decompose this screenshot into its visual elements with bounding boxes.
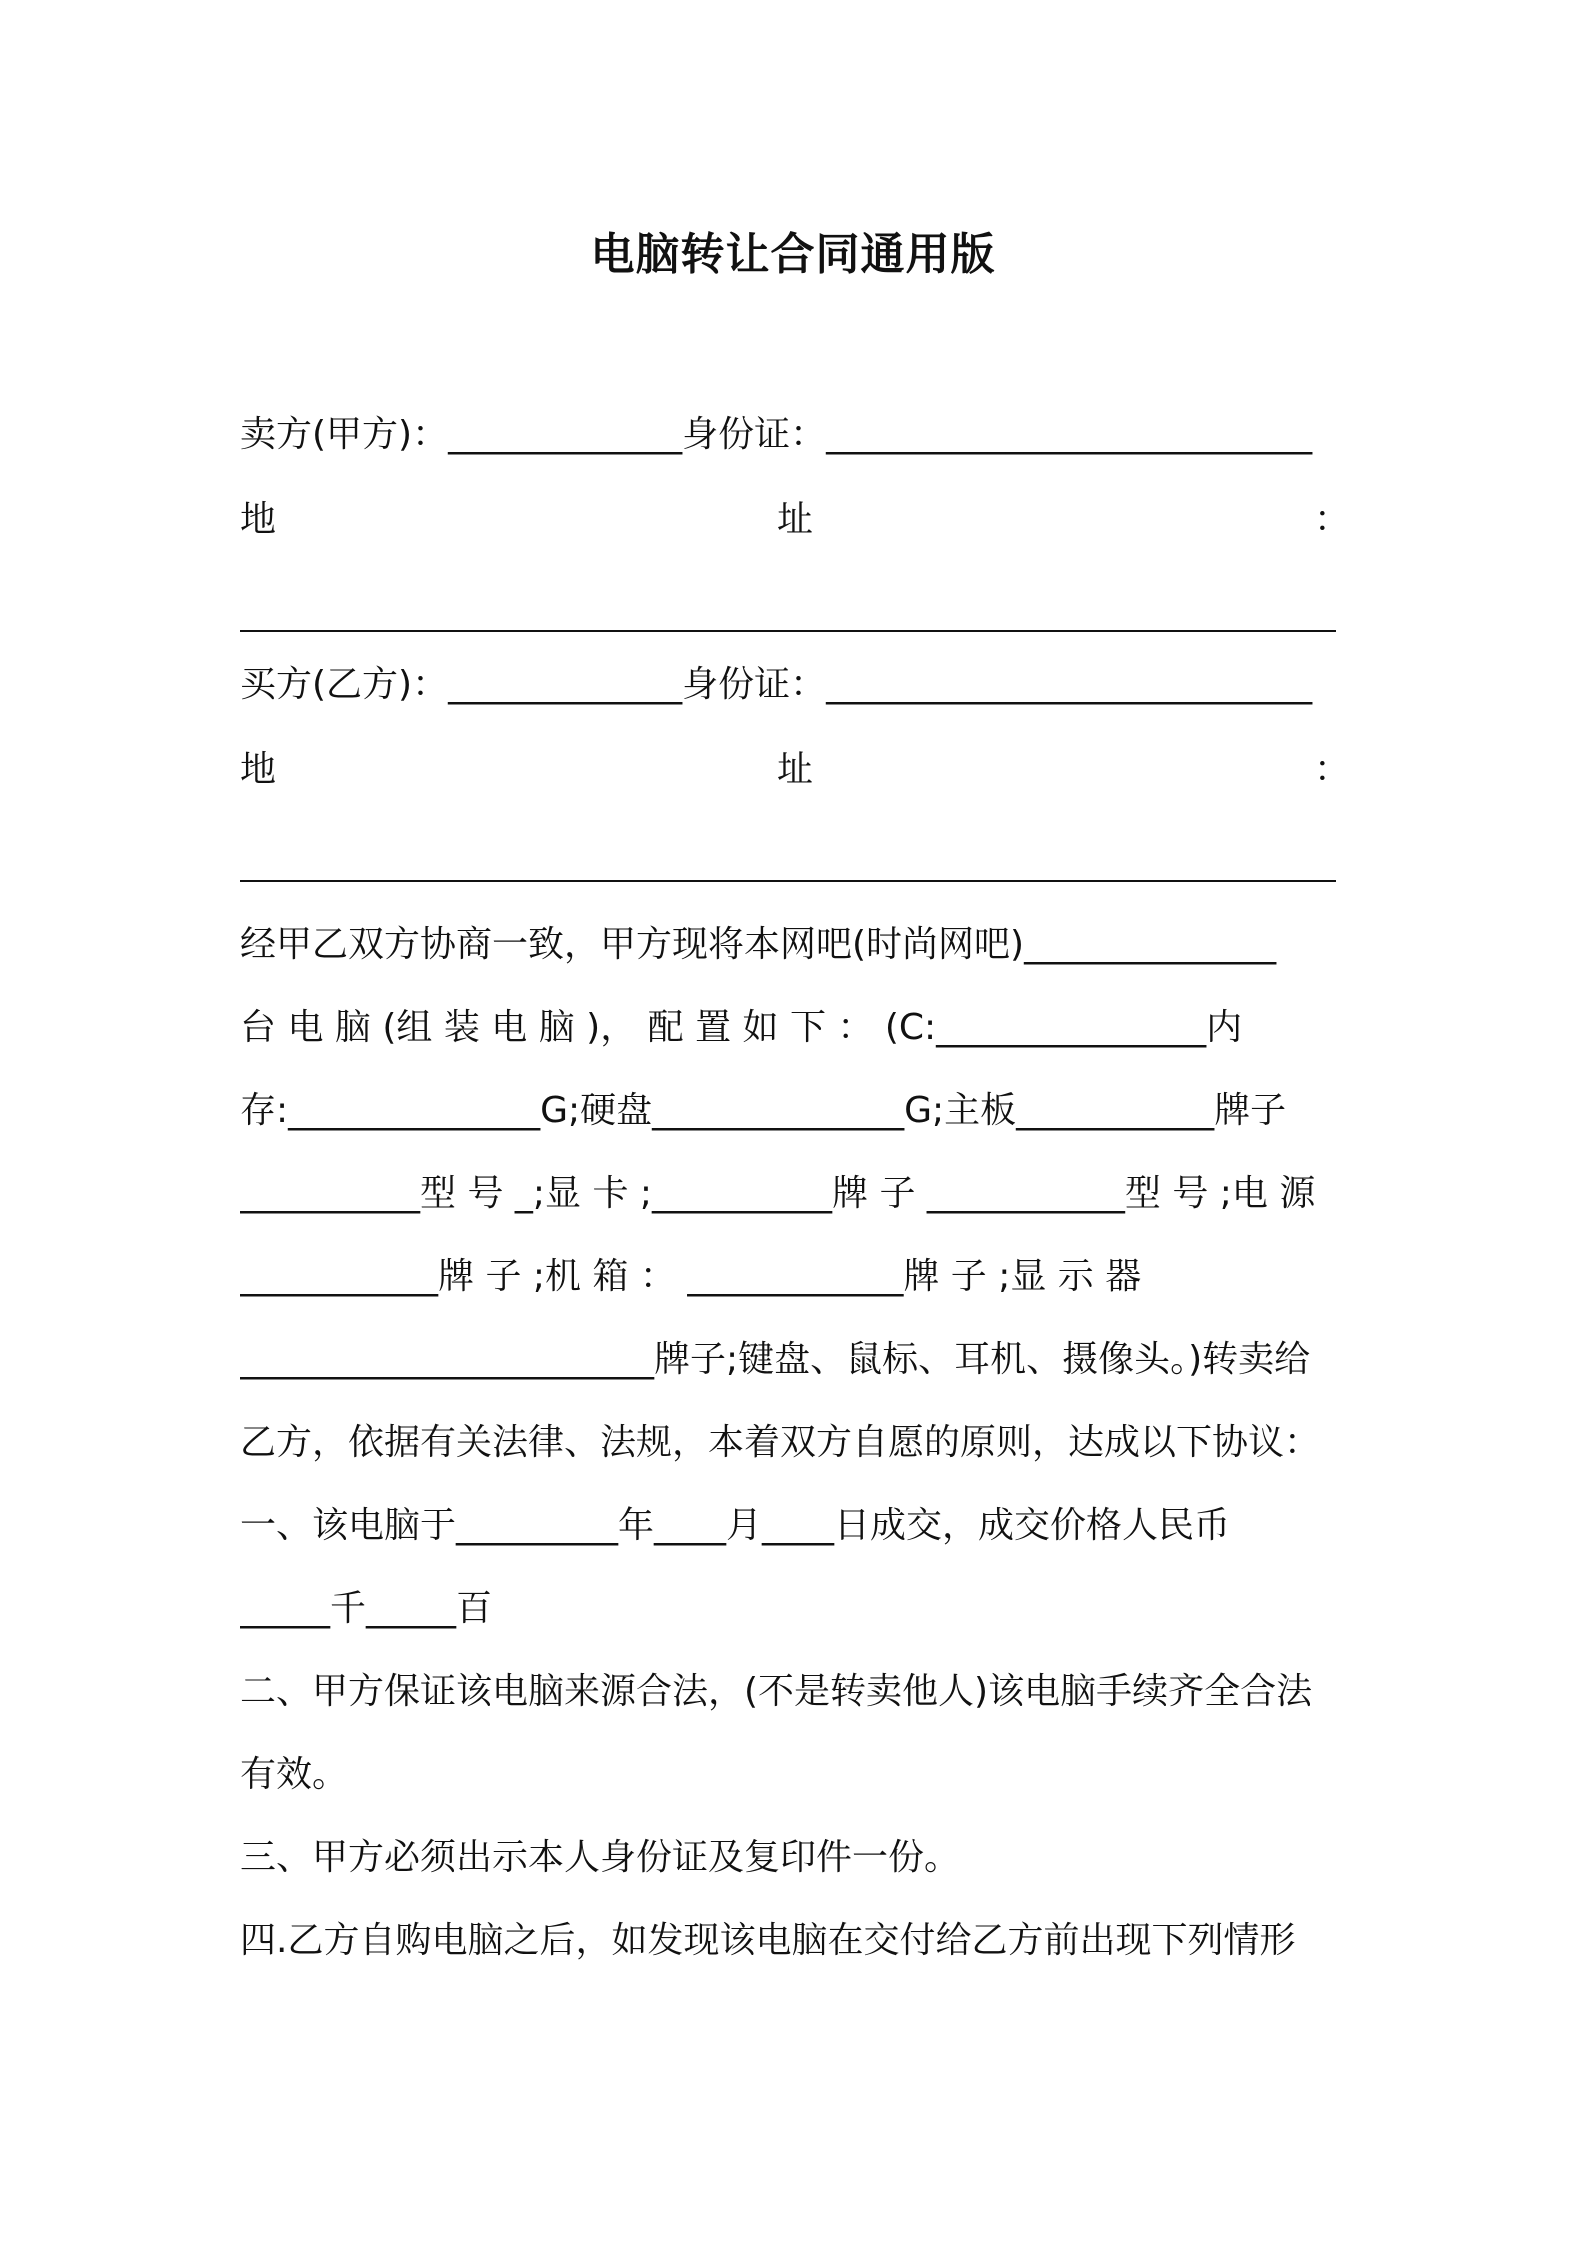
clause-2: 二、甲方保证该电脑来源合法，(不是转卖他人)该电脑手续齐全合法 xyxy=(240,1671,1313,1712)
body-line: 乙方，依据有关法律、法规，本着双方自愿的原则，达成以下协议： xyxy=(240,1422,1321,1463)
body-line: 存:______________G;硬盘______________G;主板___________牌子 xyxy=(240,1090,1287,1131)
body-line: ___________牌 子 ;机 箱 ： ____________牌 子 ;显 示 器 xyxy=(240,1256,1142,1297)
buyer-address-label xyxy=(240,745,1350,795)
body-line: 台 电 脑 (组 装 电 脑 )， 配 置 如 下 ： (C:_______________内 xyxy=(240,1007,1243,1048)
clause-2-continued: 有效。 xyxy=(240,1754,349,1795)
body-line: _______________________牌子;键盘、鼠标、耳机、摄像头。)转卖给 xyxy=(240,1339,1311,1380)
body-line: __________型 号 _;显 卡 ;__________牌 子 ___________型 号 ;电 源 xyxy=(240,1173,1316,1214)
clause-4: 四.乙方自购电脑之后，如发现该电脑在交付给乙方前出现下列情形 xyxy=(240,1920,1296,1961)
address-colon: ： xyxy=(1313,749,1350,790)
address-char-2: 址 xyxy=(776,749,813,790)
seller-address-blank xyxy=(240,630,1336,632)
clause-1: 一、该电脑于_________年____月____日成交，成交价格人民币 xyxy=(240,1505,1231,1546)
address-colon: ： xyxy=(1313,499,1350,540)
buyer-line: 买方(乙方)：_____________身份证：___________________________ xyxy=(240,664,1313,705)
address-char-1: 地 xyxy=(240,749,277,790)
buyer-address-blank xyxy=(240,880,1336,882)
clause-3: 三、甲方必须出示本人身份证及复印件一份。 xyxy=(240,1837,961,1878)
clause-1-continued: _____千_____百 xyxy=(240,1588,493,1629)
address-char-1: 地 xyxy=(240,499,277,540)
seller-line: 卖方(甲方)：_____________身份证：___________________________ xyxy=(240,414,1313,455)
body-line: 经甲乙双方协商一致，甲方现将本网吧(时尚网吧)______________ xyxy=(240,924,1277,965)
document-title: 电脑转让合同通用版 xyxy=(590,229,996,280)
address-char-2: 址 xyxy=(776,499,813,540)
seller-address-label xyxy=(240,495,1350,545)
